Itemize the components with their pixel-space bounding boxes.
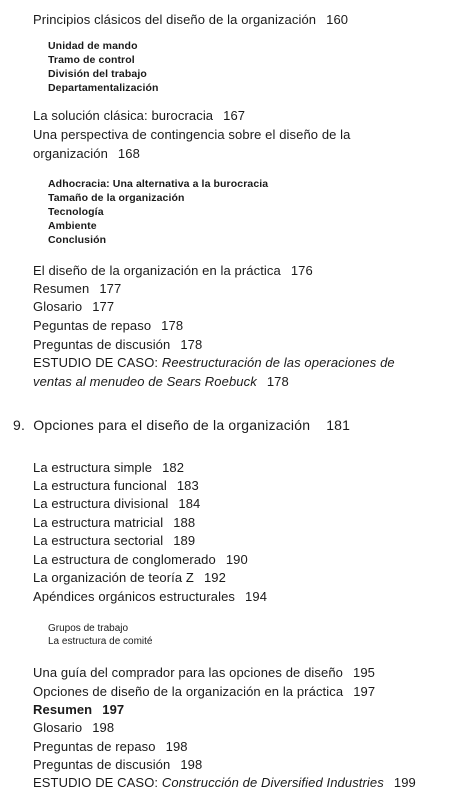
entry-title: Preguntas de discusión [33, 337, 171, 352]
entry-page: 197 [353, 684, 376, 699]
subtopic: Grupos de trabajo [48, 623, 129, 634]
entry-title: Apéndices orgánicos estructurales [33, 589, 236, 604]
chapter-title: Opciones para el diseño de la organización [33, 417, 311, 433]
entry-page: 195 [352, 665, 375, 680]
entry-page: 176 [290, 263, 313, 278]
chapter-heading [13, 417, 350, 433]
subtopic: Tamaño de la organización [48, 192, 185, 204]
toc-entry [33, 12, 348, 27]
entry-title: Resumen [33, 281, 90, 296]
entry-title: Preguntas de discusión [33, 757, 171, 772]
entry-title: La organización de teoría Z [33, 570, 194, 585]
entry-title: La solución clásica: burocracia [33, 108, 214, 123]
entry-page: 178 [161, 318, 184, 333]
subtopic: Unidad de mando [48, 40, 138, 52]
subtopic: Tramo de control [48, 54, 135, 66]
entry-title: Una guía del comprador para las opciones de diseño [33, 665, 343, 680]
subtopic: División del trabajo [48, 68, 147, 80]
toc-entry [33, 570, 226, 585]
toc-entry [33, 355, 395, 370]
entry-page: 178 [266, 374, 289, 389]
toc-entry [33, 318, 183, 333]
entry-page: 160 [326, 12, 349, 27]
toc-entry [33, 702, 124, 717]
entry-page: 197 [102, 702, 125, 717]
entry-page: 177 [92, 299, 115, 314]
entry-page: 198 [180, 757, 203, 772]
toc-entry [33, 515, 195, 530]
entry-title: La estructura sectorial [33, 533, 164, 548]
toc-entry [33, 589, 267, 604]
entry-title: Glosario [33, 299, 83, 314]
entry-page: 189 [173, 533, 196, 548]
subtopic: Adhocracia: Una alternativa a la burocracia [48, 178, 269, 190]
entry-title: Peguntas de repaso [33, 318, 152, 333]
entry-title: Resumen [33, 702, 93, 717]
toc-entry [33, 533, 195, 548]
entry-title: ventas al menudeo de Sears Roebuck [33, 374, 257, 389]
toc-entry [33, 720, 114, 735]
toc-entry: Una perspectiva de contingencia sobre el diseño de la [33, 127, 351, 142]
entry-page: 167 [223, 108, 246, 123]
toc-entry [33, 775, 416, 790]
entry-page: 192 [203, 570, 226, 585]
subtopic: Conclusión [48, 234, 107, 246]
entry-title: La estructura funcional [33, 478, 167, 493]
toc-entry [33, 739, 188, 754]
entry-page: 190 [225, 552, 248, 567]
entry-title: Glosario [33, 720, 83, 735]
case-study-label: ESTUDIO DE CASO: [33, 355, 159, 370]
entry-title: Opciones de diseño de la organización en la práctica [33, 684, 344, 699]
toc-entry [33, 757, 202, 772]
entry-page: 188 [173, 515, 196, 530]
toc-entry [33, 665, 375, 680]
entry-title: organización [33, 146, 108, 161]
entry-page: 184 [178, 496, 201, 511]
subtopic: Departamentalización [48, 82, 159, 94]
chapter-page: 181 [326, 417, 351, 433]
subtopic: La estructura de comité [48, 636, 153, 647]
entry-page: 198 [92, 720, 115, 735]
toc-entry [33, 146, 140, 161]
toc-entry [33, 108, 245, 123]
entry-page: 194 [245, 589, 268, 604]
entry-page: 182 [162, 460, 185, 475]
toc-entry [33, 552, 248, 567]
case-study-label: ESTUDIO DE CASO: [33, 775, 159, 790]
entry-title: La estructura simple [33, 460, 153, 475]
entry-title: Construcción de Diversified Industries [161, 775, 384, 790]
toc-entry [33, 337, 202, 352]
toc-entry [33, 281, 121, 296]
subtopic: Tecnología [48, 206, 104, 218]
chapter-number: 9. [13, 417, 26, 433]
entry-page: 198 [165, 739, 188, 754]
toc-entry [33, 684, 375, 699]
entry-title: Reestructuración de las operaciones de [161, 355, 395, 370]
entry-title: El diseño de la organización en la práctica [33, 263, 281, 278]
entry-title: La estructura matricial [33, 515, 164, 530]
toc-entry [33, 374, 289, 389]
entry-page: 183 [176, 478, 199, 493]
entry-page: 177 [99, 281, 122, 296]
toc-entry [33, 478, 199, 493]
entry-page: 178 [180, 337, 203, 352]
entry-title: Preguntas de repaso [33, 739, 156, 754]
entry-page: 168 [117, 146, 140, 161]
toc-entry [33, 299, 114, 314]
entry-title: La estructura divisional [33, 496, 169, 511]
entry-title: Principios clásicos del diseño de la organización [33, 12, 317, 27]
subtopic: Ambiente [48, 220, 97, 232]
toc-entry [33, 263, 313, 278]
toc-entry [33, 460, 184, 475]
toc-entry [33, 496, 200, 511]
entry-page: 199 [393, 775, 416, 790]
entry-title: La estructura de conglomerado [33, 552, 216, 567]
